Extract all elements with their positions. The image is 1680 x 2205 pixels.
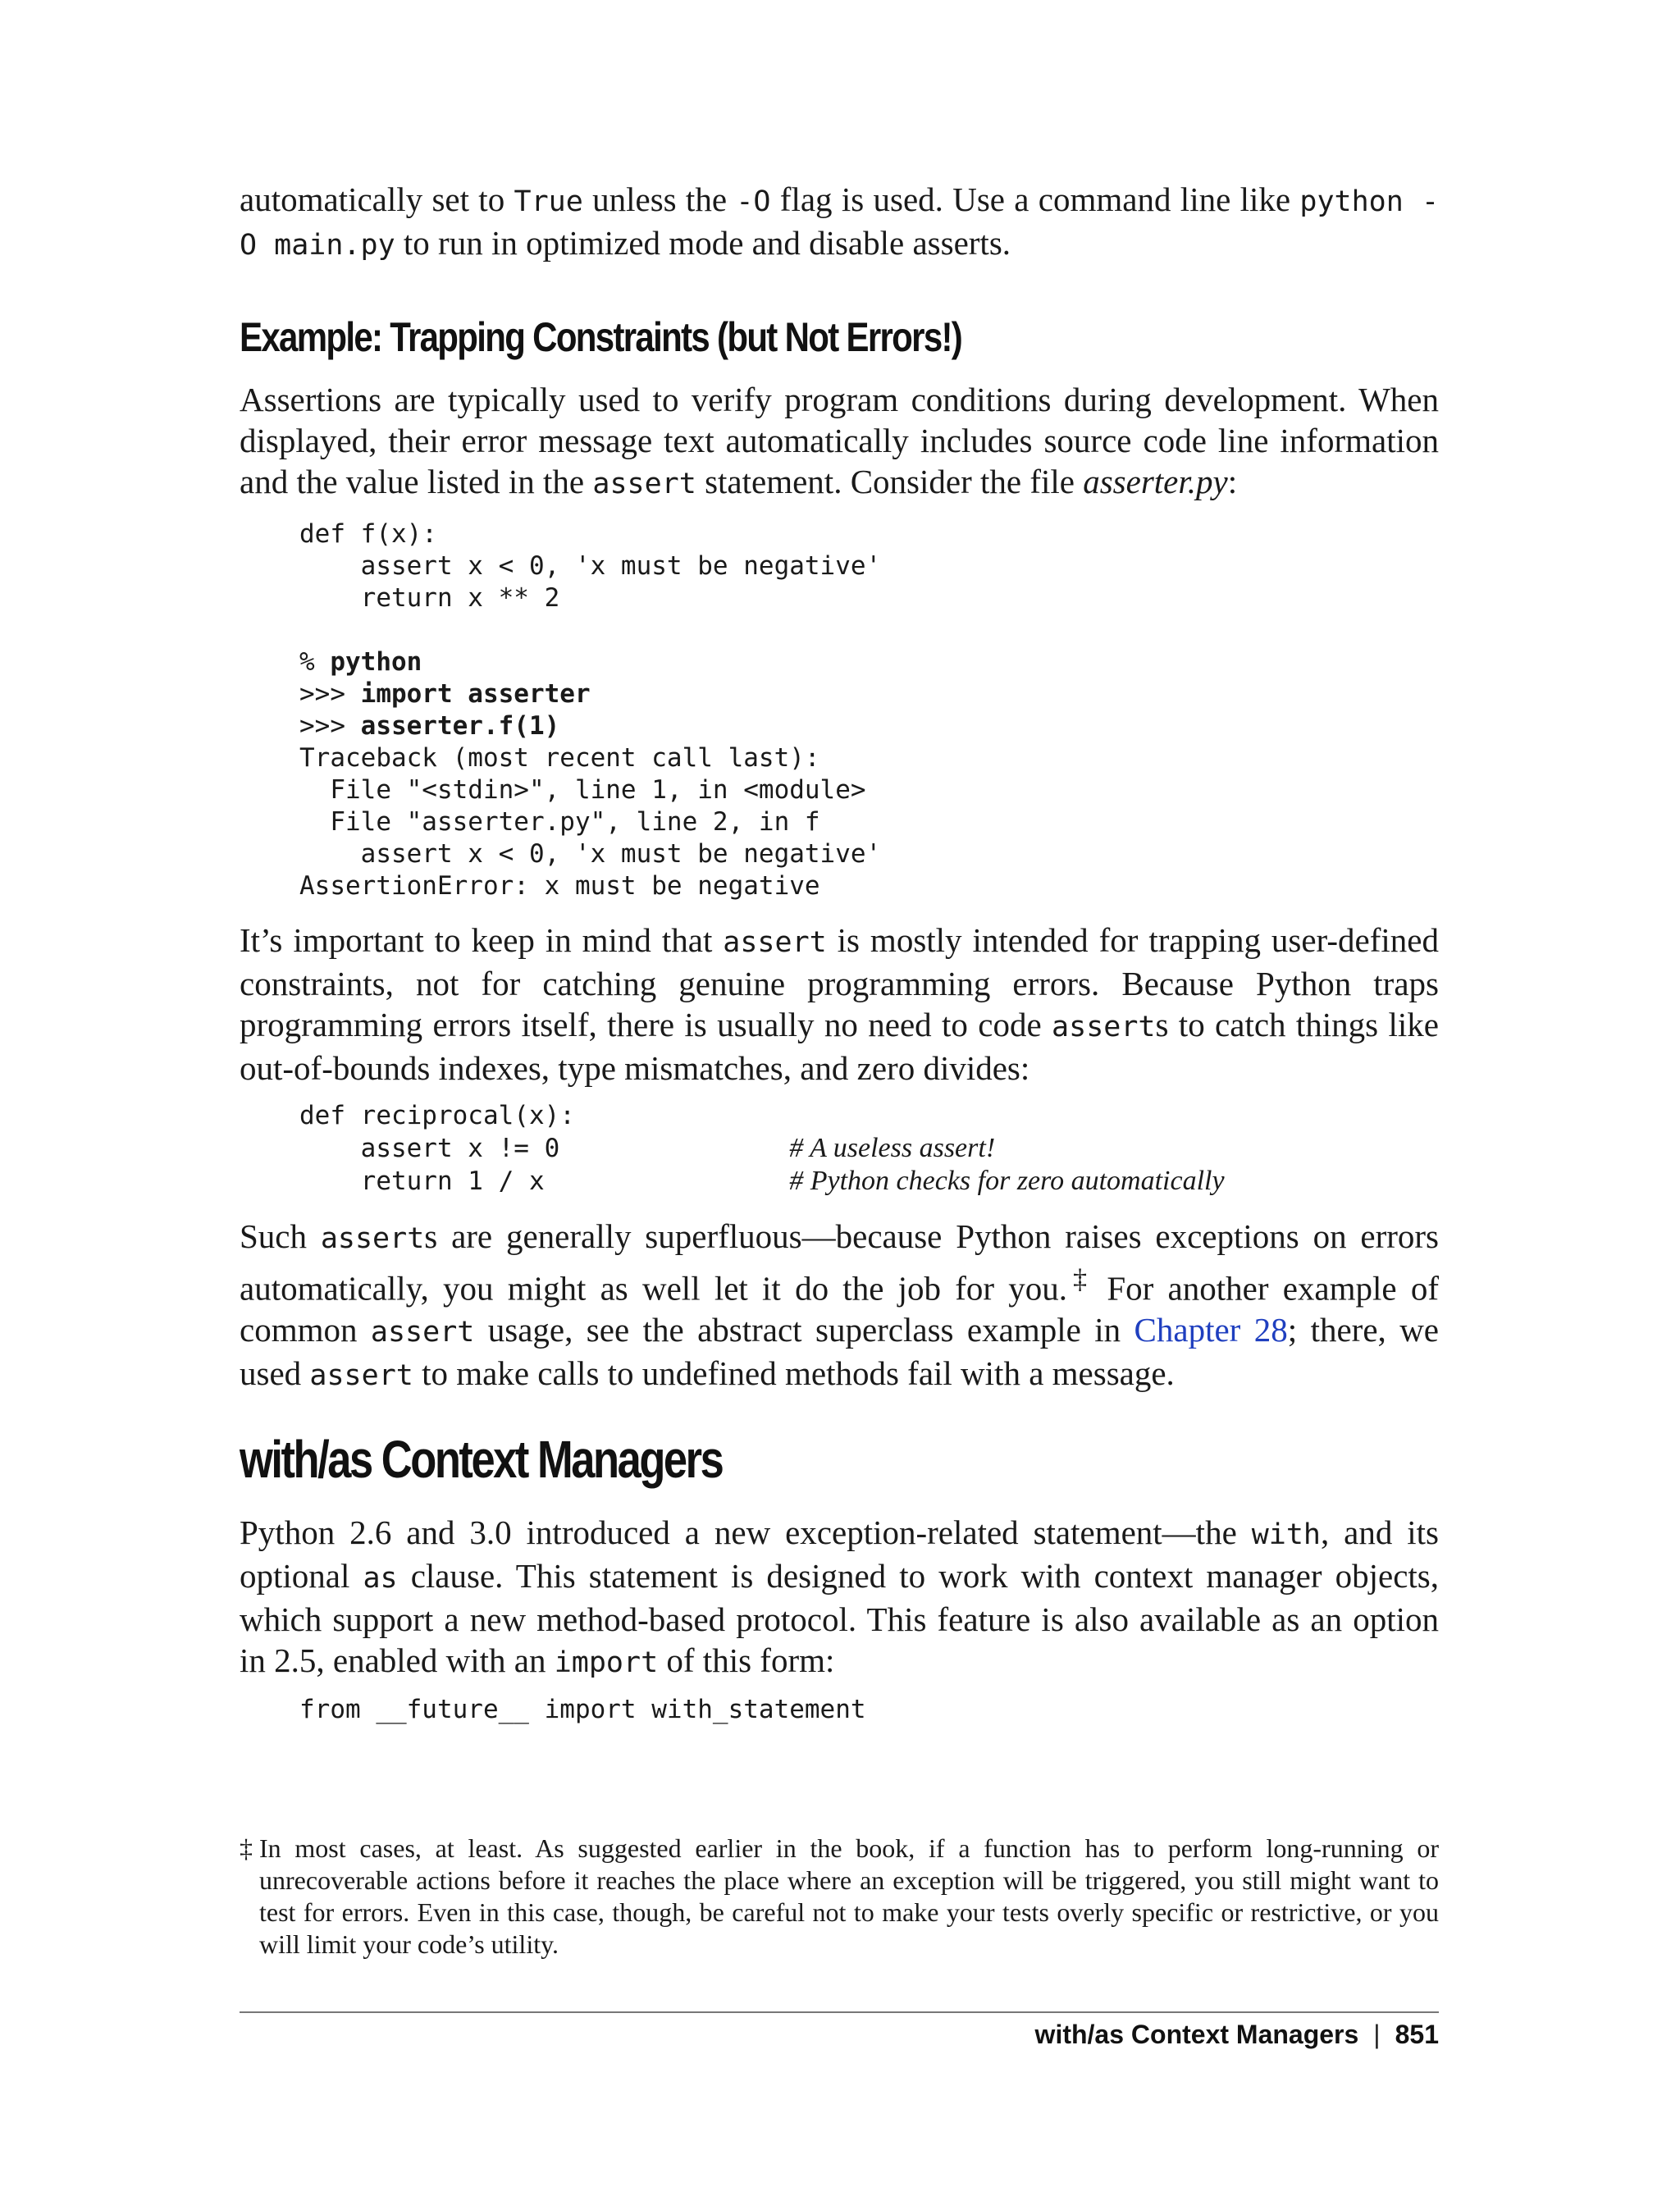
text-run: Such [240,1217,321,1255]
code-line: def f(x): [299,519,437,549]
text-run: clause. This statement is designed to work with context manager objects, which support a new method-based protocol. This feature is also available as an option in 2.5, enabled with an [240,1557,1439,1679]
code-line: assert x != 0 [299,1134,790,1163]
inline-code: with [1251,1518,1321,1551]
footnote-marker[interactable]: ‡ [1067,1264,1093,1294]
text-run: is mostly intended for trapping user-defined constraints, not for catching genuine programming errors. Because Python traps programming errors itself, there is usually no need to code [240,921,1439,1043]
code-block-asserter [299,518,881,902]
text-run: of this form: [658,1641,835,1679]
inline-code: assert [309,1358,413,1392]
code-line: AssertionError: x must be negative [299,871,820,901]
text-run: For another example of common [240,1269,1439,1349]
text-run: s are generally superfluous—because Python raises exceptions on errors automatically, you might as well let it do the job for you. [240,1217,1440,1308]
python26-paragraph [240,1512,1439,1683]
shell-prompt: >>> [299,679,361,709]
text-run: s to catch things like out-of-bounds indexes, type mismatches, and zero divides: [240,1006,1439,1087]
text-run: usage, see the abstract superclass example in [474,1310,1134,1349]
code-line: from __future__ import with_statement [299,1695,866,1724]
text-run: It’s important to keep in mind that [240,921,724,959]
inline-code: assert [370,1315,475,1349]
such-asserts-paragraph [240,1216,1439,1396]
shell-prompt: >>> [299,711,361,741]
inline-code: True [514,185,583,218]
important-paragraph [240,920,1439,1089]
footer-rule [240,2011,1439,2013]
page-footer [1035,2020,1439,2050]
inline-code: as [363,1562,398,1595]
code-line: File "<stdin>", line 1, in <module> [299,775,866,805]
text-run: : [1227,463,1238,500]
text-run: unless the [582,180,737,218]
text-run: flag is used. Use a command line like [770,180,1300,218]
section-heading: Example: Trapping Constraints (but Not Errors!) [240,314,962,360]
top-paragraph [240,179,1439,266]
code-line: Traceback (most recent call last): [299,743,820,773]
code-line: return 1 / x [299,1166,790,1196]
user-input: asserter.f(1) [360,711,560,741]
code-line: File "asserter.py", line 2, in f [299,807,820,837]
running-head: with/as Context Managers [1034,2020,1359,2049]
page-number: 851 [1395,2020,1439,2049]
text-run: Python 2.6 and 3.0 introduced a new exception-related statement—the [240,1513,1252,1551]
chapter-28-link[interactable]: Chapter 28 [1134,1310,1288,1349]
chapter-heading: with/as Context Managers [240,1430,723,1489]
footer-separator: | [1373,2020,1381,2049]
text-run: to run in optimized mode and disable asserts. [395,224,1011,262]
text-run: automatically set to [240,180,514,218]
inline-code: import [554,1646,659,1679]
code-line: assert x < 0, 'x must be negative' [299,839,882,869]
code-comment: # A useless assert! [789,1133,996,1163]
text-run: Assertions are typically used to verify program conditions during development. When displayed, their error message text automatically includes source code line information and the value listed in the [240,381,1439,500]
code-comment: # Python checks for zero automatically [789,1166,1225,1196]
code-line: assert x < 0, 'x must be negative' [299,551,882,581]
user-input: python [330,647,422,677]
inline-code: assert [592,468,696,500]
inline-code: assert [320,1222,425,1255]
footnote-text: In most cases, at least. As suggested earlier in the book, if a function has to perform long-running or unrecoverable actions before it reaches the place where an exception will be triggered, you still might want to test for errors. Even in this case, though, be careful not to make your tests overly specific or restrictive, or you will limit your code’s utility. [259,1833,1439,1959]
text-run: to make calls to undefined methods fail with a message. [413,1354,1175,1392]
filename: asserter.py [1083,463,1228,500]
inline-code: assert [1052,1011,1156,1043]
assertions-paragraph [240,379,1439,504]
code-line: def reciprocal(x): [299,1101,575,1130]
user-input: import asserter [360,679,591,709]
code-block-future-import [299,1694,866,1726]
code-line: return x ** 2 [299,583,560,613]
inline-code: python -O main.py [240,185,1440,262]
shell-prompt: % [299,647,331,677]
text-run: ; there, we used [240,1310,1440,1392]
footnote [240,1833,1439,1961]
inline-code: -O [736,185,771,218]
footnote-mark: ‡ [240,1833,253,1863]
code-block-reciprocal [299,1100,1225,1198]
text-run: , and its optional [240,1513,1439,1595]
text-run: statement. Consider the file [696,463,1084,500]
inline-code: assert [723,926,827,959]
